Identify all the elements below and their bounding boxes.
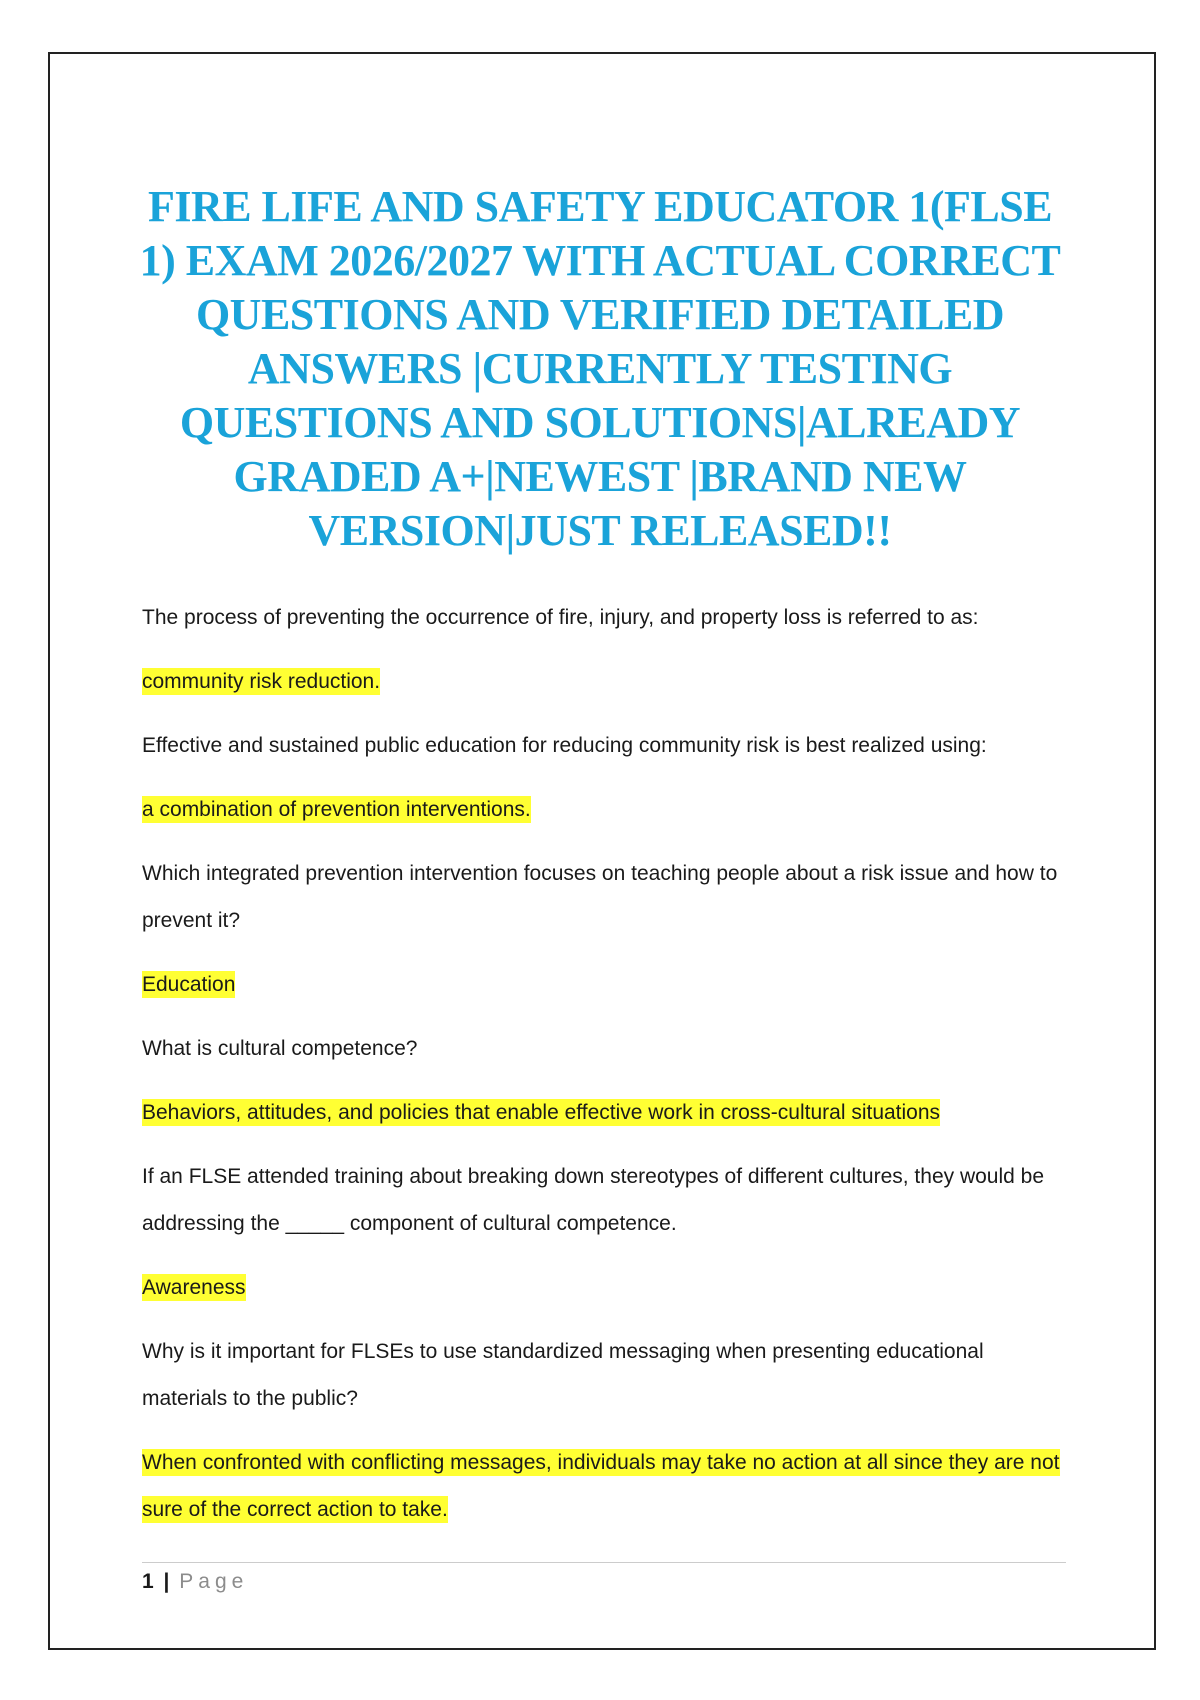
answer-line bbox=[142, 1089, 1072, 1136]
qa-item bbox=[142, 1153, 1072, 1311]
highlighted-answer: Behaviors, attitudes, and policies that enable effective work in cross-cultural situations bbox=[142, 1101, 941, 1124]
question-text: Which integrated prevention intervention focuses on teaching people about a risk issue and how to prevent it? bbox=[142, 862, 1058, 932]
qa-item bbox=[142, 1328, 1072, 1533]
answer-line bbox=[142, 1439, 1072, 1533]
qa-item bbox=[142, 594, 1072, 705]
highlighted-answer: Awareness bbox=[142, 1276, 246, 1299]
qa-item bbox=[142, 850, 1072, 1008]
answer-line bbox=[142, 786, 1072, 833]
highlighted-answer: Education bbox=[142, 973, 236, 996]
highlighted-answer: a combination of prevention interventions. bbox=[142, 798, 531, 821]
question-text: If an FLSE attended training about breaking down stereotypes of different cultures, they would be addressing the _____ component of cultural competence. bbox=[142, 1165, 1045, 1235]
answer-line bbox=[142, 1264, 1072, 1311]
question-text: Effective and sustained public education for reducing community risk is best realized using: bbox=[142, 734, 987, 757]
page-number: 1 bbox=[142, 1570, 154, 1593]
qa-item bbox=[142, 1025, 1072, 1136]
answer-line bbox=[142, 961, 1072, 1008]
page-footer bbox=[142, 1568, 248, 1596]
page-separator: | bbox=[163, 1570, 170, 1593]
document-title: FIRE LIFE AND SAFETY EDUCATOR 1(FLSE 1) EXAM 2026/2027 WITH ACTUAL CORRECT QUESTIONS AND VERIFIED DETAILED ANSWERS |CURRENTLY TESTING QUESTIONS AND SOLUTIONS|ALREADY GRADED A+|NEWEST |BRAND NEW VERSION|JUST RELEASED!! bbox=[139, 182, 1061, 555]
highlighted-answer: When confronted with conflicting messages, individuals may take no action at all since they are not sure of the correct action to take. bbox=[142, 1451, 1060, 1521]
qa-list bbox=[142, 594, 1072, 1550]
question-text: The process of preventing the occurrence of fire, injury, and property loss is referred to as: bbox=[142, 606, 979, 629]
highlighted-answer: community risk reduction. bbox=[142, 670, 381, 693]
page-label: Page bbox=[179, 1570, 249, 1593]
footer-divider bbox=[142, 1562, 1066, 1563]
question-text: What is cultural competence? bbox=[142, 1037, 418, 1060]
qa-item bbox=[142, 722, 1072, 833]
question-text: Why is it important for FLSEs to use standardized messaging when presenting educational materials to the public? bbox=[142, 1340, 984, 1410]
answer-line bbox=[142, 658, 1072, 705]
